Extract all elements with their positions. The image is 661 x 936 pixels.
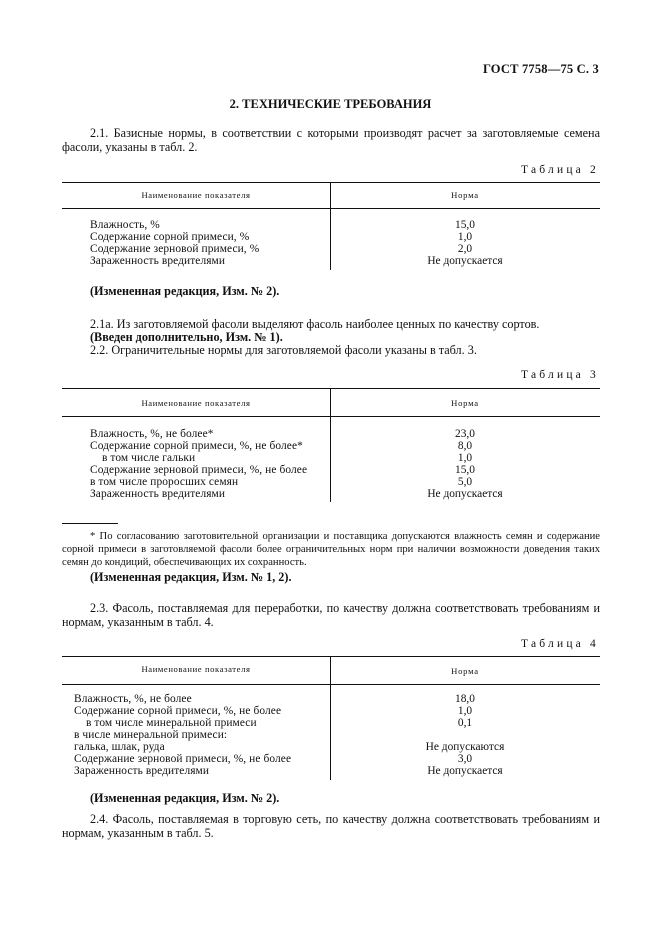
table-cell-value: 18,0	[455, 693, 475, 705]
table-cell-name: в числе минеральной примеси:	[74, 729, 228, 741]
paragraph-2-1a-note: (Введен дополнительно, Изм. № 1).	[90, 330, 283, 344]
table-cell-value: 1,0	[457, 705, 473, 717]
table-cell-value: 8,0	[457, 440, 473, 452]
table-cell-value: 23,0	[455, 428, 475, 440]
column-header-norm: Норма	[451, 398, 479, 408]
table-cell-name: Зараженность вредителями	[90, 255, 226, 267]
footnote-rule	[62, 523, 118, 524]
table-cell-value: 2,0	[457, 243, 473, 255]
paragraph-2-4: 2.4. Фасоль, поставляемая в торговую сеть, по качеству должна соответствовать требованиям и нормам, указанным в табл. 5.	[62, 812, 600, 840]
table-cell-name: Зараженность вредителями	[90, 488, 226, 500]
table-cell-name: в том числе минеральной примеси	[86, 717, 257, 729]
table-cell-value: 3,0	[457, 753, 473, 765]
table-cell-value: Не допускается	[427, 488, 503, 500]
table-cell-name: Содержание сорной примеси, %	[90, 231, 250, 243]
table-2	[62, 182, 600, 272]
paragraph-2-2: 2.2. Ограничительные нормы для заготовляемой фасоли указаны в табл. 3.	[90, 343, 477, 357]
table-cell-value: 5,0	[457, 476, 473, 488]
table3-caption: Таблица 3	[521, 369, 599, 381]
table-cell-value: 1,0	[457, 231, 473, 243]
table-cell-value: Не допускаются	[425, 741, 505, 753]
column-header-name: Наименование показателя	[141, 398, 251, 408]
table-rule	[62, 388, 600, 389]
table-cell-name: Влажность, %, не более	[74, 693, 192, 705]
table-cell-name: Содержание зерновой примеси, %	[90, 243, 260, 255]
table-cell-value: 1,0	[457, 452, 473, 464]
paragraph-2-3: 2.3. Фасоль, поставляемая для переработки, по качеству должна соответствовать требованиям и нормам, указанным в табл. 4.	[62, 601, 600, 629]
table-cell-value: 0,1	[457, 717, 473, 729]
table-cell-name: Содержание зерновой примеси, %, не более	[74, 753, 292, 765]
edit-note-1: (Измененная редакция, Изм. № 2).	[90, 284, 280, 298]
table-3	[62, 388, 600, 506]
page-header: ГОСТ 7758—75 С. 3	[482, 62, 599, 76]
table-cell-name: Содержание сорной примеси, %, не более*	[90, 440, 303, 452]
table-cell-value: 15,0	[455, 219, 475, 231]
table-cell-name: галька, шлак, руда	[74, 741, 165, 753]
table-4	[62, 656, 600, 782]
footnote: * По согласованию заготовительной организации и поставщика допускаются влажность семян и содержание сорной примеси в заготовляемой фасоли более ограничительных норм при наличии возможности доведения таких семян до кондиций, обеспечивающих их сохранность.	[62, 531, 600, 568]
table-cell-name: в том числе гальки	[102, 452, 196, 464]
edit-note-3: (Измененная редакция, Изм. № 2).	[90, 791, 280, 805]
table-cell-name: Зараженность вредителями	[74, 765, 210, 777]
column-header-norm: Норма	[451, 190, 479, 200]
table-cell-name: Влажность, %	[90, 219, 160, 231]
table-rule	[62, 416, 600, 417]
table-rule	[62, 208, 600, 209]
table-cell-name: в том числе проросших семян	[90, 476, 239, 488]
edit-note-2: (Измененная редакция, Изм. № 1, 2).	[90, 570, 292, 584]
column-header-norm: Норма	[451, 666, 479, 676]
paragraph-2-1a: 2.1а. Из заготовляемой фасоли выделяют фасоль наиболее ценных по качеству сортов.	[90, 317, 540, 331]
table-rule	[62, 182, 600, 183]
table-rule	[62, 656, 600, 657]
column-header-name: Наименование показателя	[141, 664, 251, 674]
table-rule	[62, 684, 600, 685]
table-cell-value: 15,0	[455, 464, 475, 476]
table-cell-value: Не допускается	[427, 255, 503, 267]
table2-caption: Таблица 2	[521, 164, 599, 176]
section-title: 2. ТЕХНИЧЕСКИЕ ТРЕБОВАНИЯ	[229, 97, 432, 111]
table-cell-name: Содержание зерновой примеси, %, не более	[90, 464, 308, 476]
table4-caption: Таблица 4	[521, 638, 599, 650]
table-cell-name: Содержание сорной примеси, %, не более	[74, 705, 282, 717]
paragraph-2-1: 2.1. Базисные нормы, в соответствии с которыми производят расчет за заготовляемые семена фасоли, указаны в табл. 2.	[62, 126, 600, 154]
table-cell-value: Не допускается	[427, 765, 503, 777]
column-header-name: Наименование показателя	[141, 190, 251, 200]
table-cell-name: Влажность, %, не более*	[90, 428, 214, 440]
